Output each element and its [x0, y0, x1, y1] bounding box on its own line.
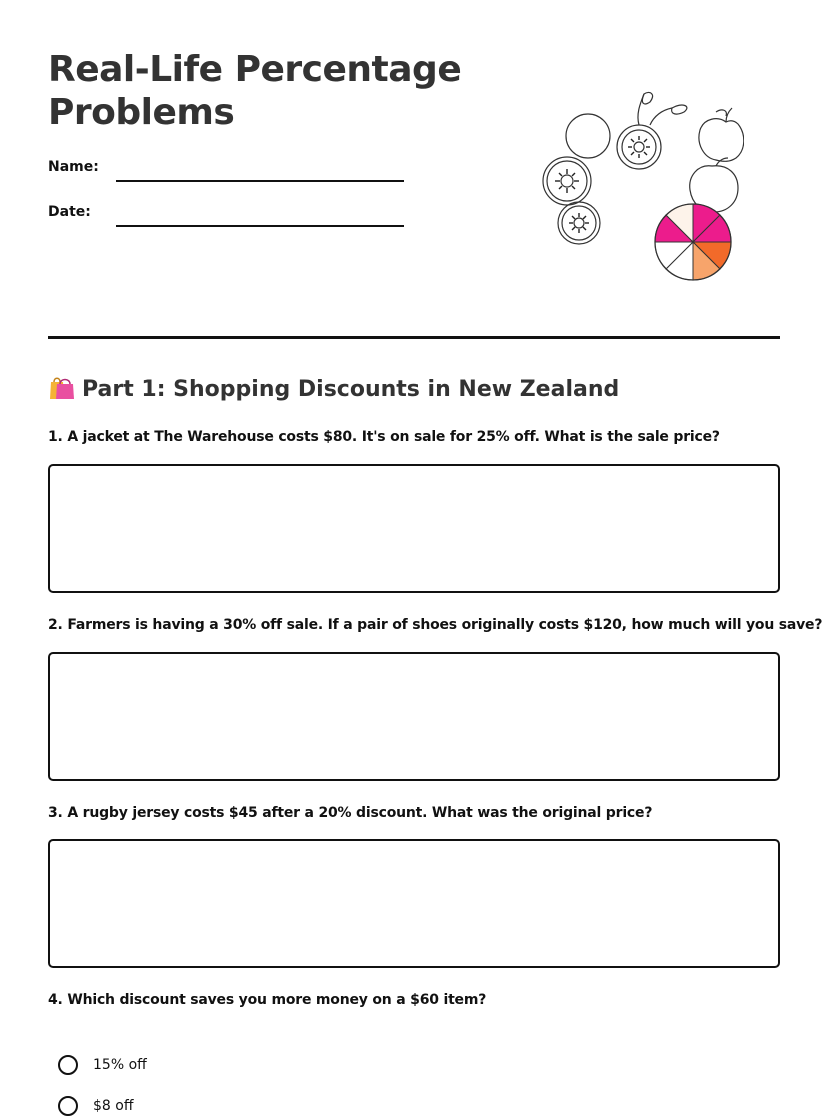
option-label: $8 off [93, 1098, 134, 1114]
question-1: 1. A jacket at The Warehouse costs $80. It's on sale for 25% off. What is the sale price? [48, 429, 720, 445]
section-title-text: Part 1: Shopping Discounts in New Zealand [82, 377, 620, 402]
pie-chart-icon [655, 204, 731, 280]
page-title-line-2: Problems [48, 92, 235, 133]
radio-button[interactable] [58, 1096, 78, 1116]
fruit-pie-chart-illustration [540, 86, 744, 286]
shopping-bags-icon [48, 372, 76, 400]
name-label: Name: [48, 159, 99, 175]
kiwi-slice-icon [558, 202, 600, 244]
answer-box-2[interactable] [48, 652, 780, 781]
question-4: 4. Which discount saves you more money on a $60 item? [48, 992, 487, 1008]
answer-box-3[interactable] [48, 839, 780, 968]
answer-box-1[interactable] [48, 464, 780, 593]
page-title-line-1: Real-Life Percentage [48, 49, 462, 90]
page-title [48, 48, 461, 134]
option-8-dollars-off[interactable] [58, 1094, 133, 1118]
date-label: Date: [48, 204, 91, 220]
kiwi-slice-icon [543, 157, 591, 205]
question-2: 2. Farmers is having a 30% off sale. If a pair of shoes originally costs $120, how much will you save? [48, 617, 823, 633]
section-divider [48, 336, 780, 339]
question-3: 3. A rugby jersey costs $45 after a 20% discount. What was the original price? [48, 805, 653, 821]
name-field[interactable] [116, 180, 404, 182]
date-field[interactable] [116, 225, 404, 227]
option-label: 15% off [93, 1057, 147, 1073]
kiwi-slice-icon [617, 125, 661, 169]
orange-icon [566, 114, 610, 158]
section-title-part-1 [48, 372, 619, 406]
option-15-percent-off[interactable] [58, 1053, 147, 1077]
worksheet-page [48, 0, 823, 1118]
radio-button[interactable] [58, 1055, 78, 1075]
